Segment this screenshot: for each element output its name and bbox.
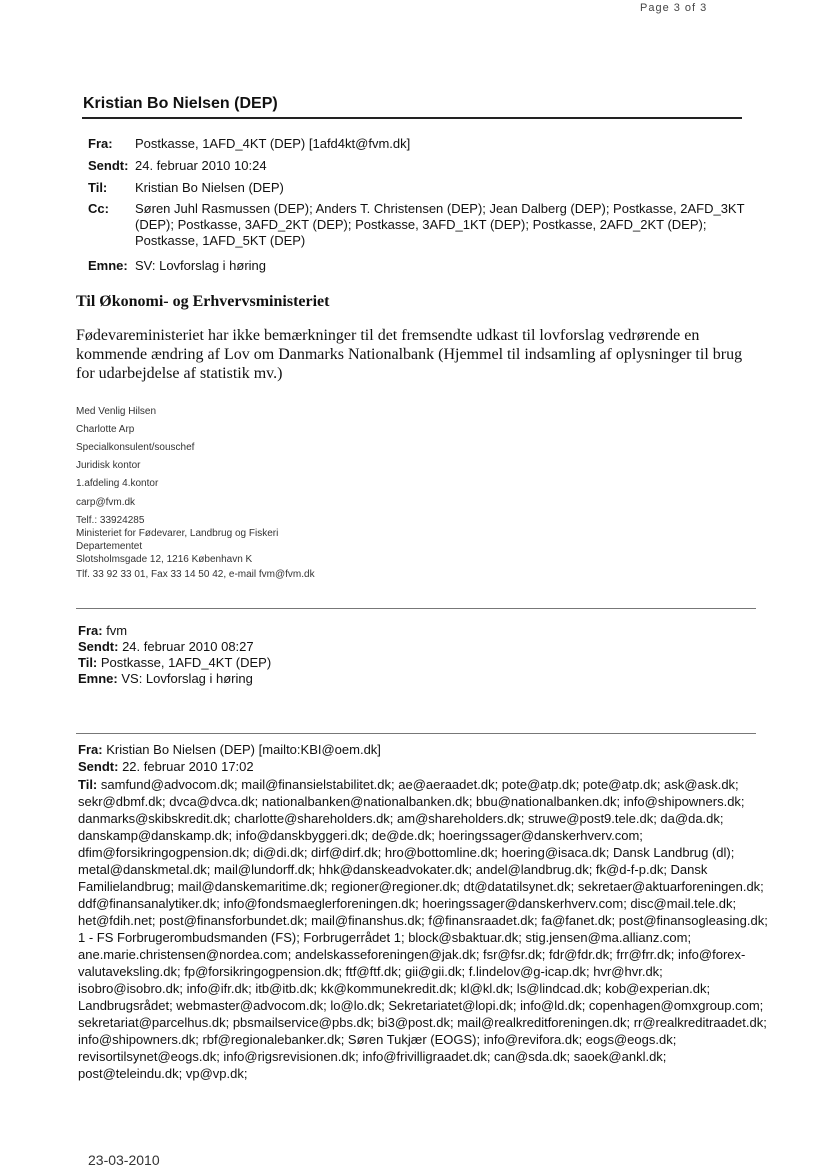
from-label: Fra: (88, 136, 113, 151)
signature-email: carp@fvm.dk (76, 497, 136, 508)
signature-name: Charlotte Arp (76, 424, 135, 435)
subject-label: Emne: (88, 258, 128, 273)
forward2-from-value: Kristian Bo Nielsen (DEP) [mailto:KBI@oem.dk] (106, 742, 381, 757)
signature-title: Specialkonsulent/souschef (76, 442, 195, 453)
cc-value: Søren Juhl Rasmussen (DEP); Anders T. Christensen (DEP); Jean Dalberg (DEP); Postkasse, 2AFD_3KT (DEP); Postkasse, 3AFD_2KT (DEP); Postkasse, 3AFD_1KT (DEP); Postkasse, 2AFD_2KT (DEP); Postkasse, 1AFD_5KT (DEP) (135, 201, 745, 248)
forward1-to-row (78, 655, 271, 671)
forward-divider-1 (76, 608, 756, 609)
forward2-sent-value: 22. februar 2010 17:02 (122, 759, 254, 774)
forward2-recipient-list: samfund@advocom.dk; mail@finansielstabilitet.dk; ae@aeraadet.dk; pote@atp.dk; pote@atp.dk; ask@ask.dk; sekr@dbmf.dk; dvca@dvca.dk; nationalbanken@nationalbanken.dk; bbu@nationalbanken.dk; info@shipowners.dk; danmarks@skibskredit.dk; charlotte@shareholders.dk; am@shareholders.dk; struwe@post9.tele.dk; da@da.dk; danskamp@danskamp.dk; info@danskbyggeri.dk; de@de.dk; hoeringssager@danskerhverv.com; dfim@forsikringogpension.dk; di@di.dk; dirf@dirf.dk; hro@bottomline.dk; hoering@isaca.dk; Dansk Landbrug (dl); metal@danskmetal.dk; mail@lundorff.dk; hhk@danskeadvokater.dk; andel@landbrug.dk; fk@d-f-p.dk; Dansk Familielandbrug; mail@danskemaritime.dk; regioner@regioner.dk; dt@datatilsynet.dk; sekretaer@aktuarforeningen.dk; ddf@finansanalytiker.dk; info@fondsmaeglerforeningen.dk; hoeringssager@danskerhverv.com; disc@mail.tele.dk; het@fdih.net; post@finansforbundet.dk; mail@finanshus.dk; f@finansraadet.dk; fa@fanet.dk; post@finansogleasing.dk; 1 - FS Forbrugerombudsmanden (FS); Forbrugerrådet 1; block@sbaktuar.dk; stig.jensen@ma.allianz.com; ane.marie.christensen@nordea.com; andelskasseforeningen@jak.dk; fsr@fsr.dk; fdr@fdr.dk; frr@frr.dk; info@forex-valutaveksling.dk; fp@forsikringogpension.dk; ftf@ftf.dk; gii@gii.dk; f.lindelov@g-icap.dk; hvr@hvr.dk; isobro@isobro.dk; info@ifr.dk; itb@itb.dk; kk@kommunekredit.dk; kl@kl.dk; ls@lindcad.dk; kob@experian.dk; Landbrugsrådet; webmaster@advocom.dk; lo@lo.dk; Sekretariatet@lopi.dk; info@ld.dk; copenhagen@omxgroup.com; sekretariat@parcelhus.dk; pbsmailservice@pbs.dk; bi3@post.dk; mail@realkreditforeningen.dk; rr@realkreditraadet.dk; info@shipowners.dk; rbf@regionalebanker.dk; Søren Tukjær (EOGS); info@revifora.dk; eogs@eogs.dk; revisortilsynet@eogs.dk; info@rigsrevisionen.dk; info@frivilligraadet.dk; can@sda.dk; saoek@ankl.dk; post@teleindu.dk; vp@vp.dk; (78, 777, 768, 1081)
sent-value: 24. februar 2010 10:24 (135, 158, 267, 173)
forward2-from-row (78, 742, 381, 758)
forward2-from-label: Fra: (78, 742, 103, 757)
forward2-sent-label: Sendt: (78, 759, 119, 774)
forward1-subject-value: VS: Lovforslag i høring (121, 671, 253, 686)
cc-label: Cc: (88, 201, 109, 216)
from-value: Postkasse, 1AFD_4KT (DEP) [1afd4kt@fvm.dk] (135, 136, 411, 151)
header-divider (82, 117, 742, 119)
signature-departement: Departementet (76, 541, 143, 552)
forward1-sent-value: 24. februar 2010 08:27 (122, 639, 254, 654)
forward1-sent-label: Sendt: (78, 639, 119, 654)
forward1-to-label: Til: (78, 655, 98, 670)
forward1-to-value: Postkasse, 1AFD_4KT (DEP) (100, 655, 272, 670)
signature-phone: Telf.: 33924285 (76, 515, 145, 526)
forward1-from-row (78, 623, 127, 639)
forward1-from-label: Fra: (78, 623, 103, 638)
mailbox-owner-name: Kristian Bo Nielsen (DEP) (83, 95, 278, 112)
forward2-to-label: Til: (78, 777, 98, 792)
sent-label: Sendt: (88, 158, 129, 173)
signature-address: Slotsholmsgade 12, 1216 København K (76, 554, 253, 565)
forward2-sent-row (78, 759, 254, 775)
signature-office: Juridisk kontor (76, 460, 141, 471)
to-value: Kristian Bo Nielsen (DEP) (135, 180, 284, 195)
to-label: Til: (88, 180, 108, 195)
message-body: Fødevareministeriet har ikke bemærkninger til det fremsendte udkast til lovforslag vedrørende en kommende ændring af Lov om Danmarks Nationalbank (Hjemmel til indsamling af oplysninger til brug for udarbejdelse af statistik mv.) (76, 327, 743, 382)
forward1-from-value: fvm (106, 623, 128, 638)
page-indicator: Page 3 of 3 (640, 2, 708, 14)
signature-contact-line: Tlf. 33 92 33 01, Fax 33 14 50 42, e-mail fvm@fvm.dk (76, 569, 315, 580)
signature-greeting: Med Venlig Hilsen (76, 406, 157, 417)
subject-value: SV: Lovforslag i høring (135, 258, 267, 273)
salutation: Til Økonomi- og Erhvervsministeriet (76, 293, 330, 310)
forward1-subject-row (78, 671, 253, 687)
print-date: 23-03-2010 (88, 1152, 160, 1168)
forward1-subject-label: Emne: (78, 671, 118, 686)
forward2-to-row (78, 776, 768, 1082)
signature-department: 1.afdeling 4.kontor (76, 478, 159, 489)
signature-ministry: Ministeriet for Fødevarer, Landbrug og Fiskeri (76, 528, 279, 539)
forward-divider-2 (76, 733, 756, 734)
forward1-sent-row (78, 639, 254, 655)
